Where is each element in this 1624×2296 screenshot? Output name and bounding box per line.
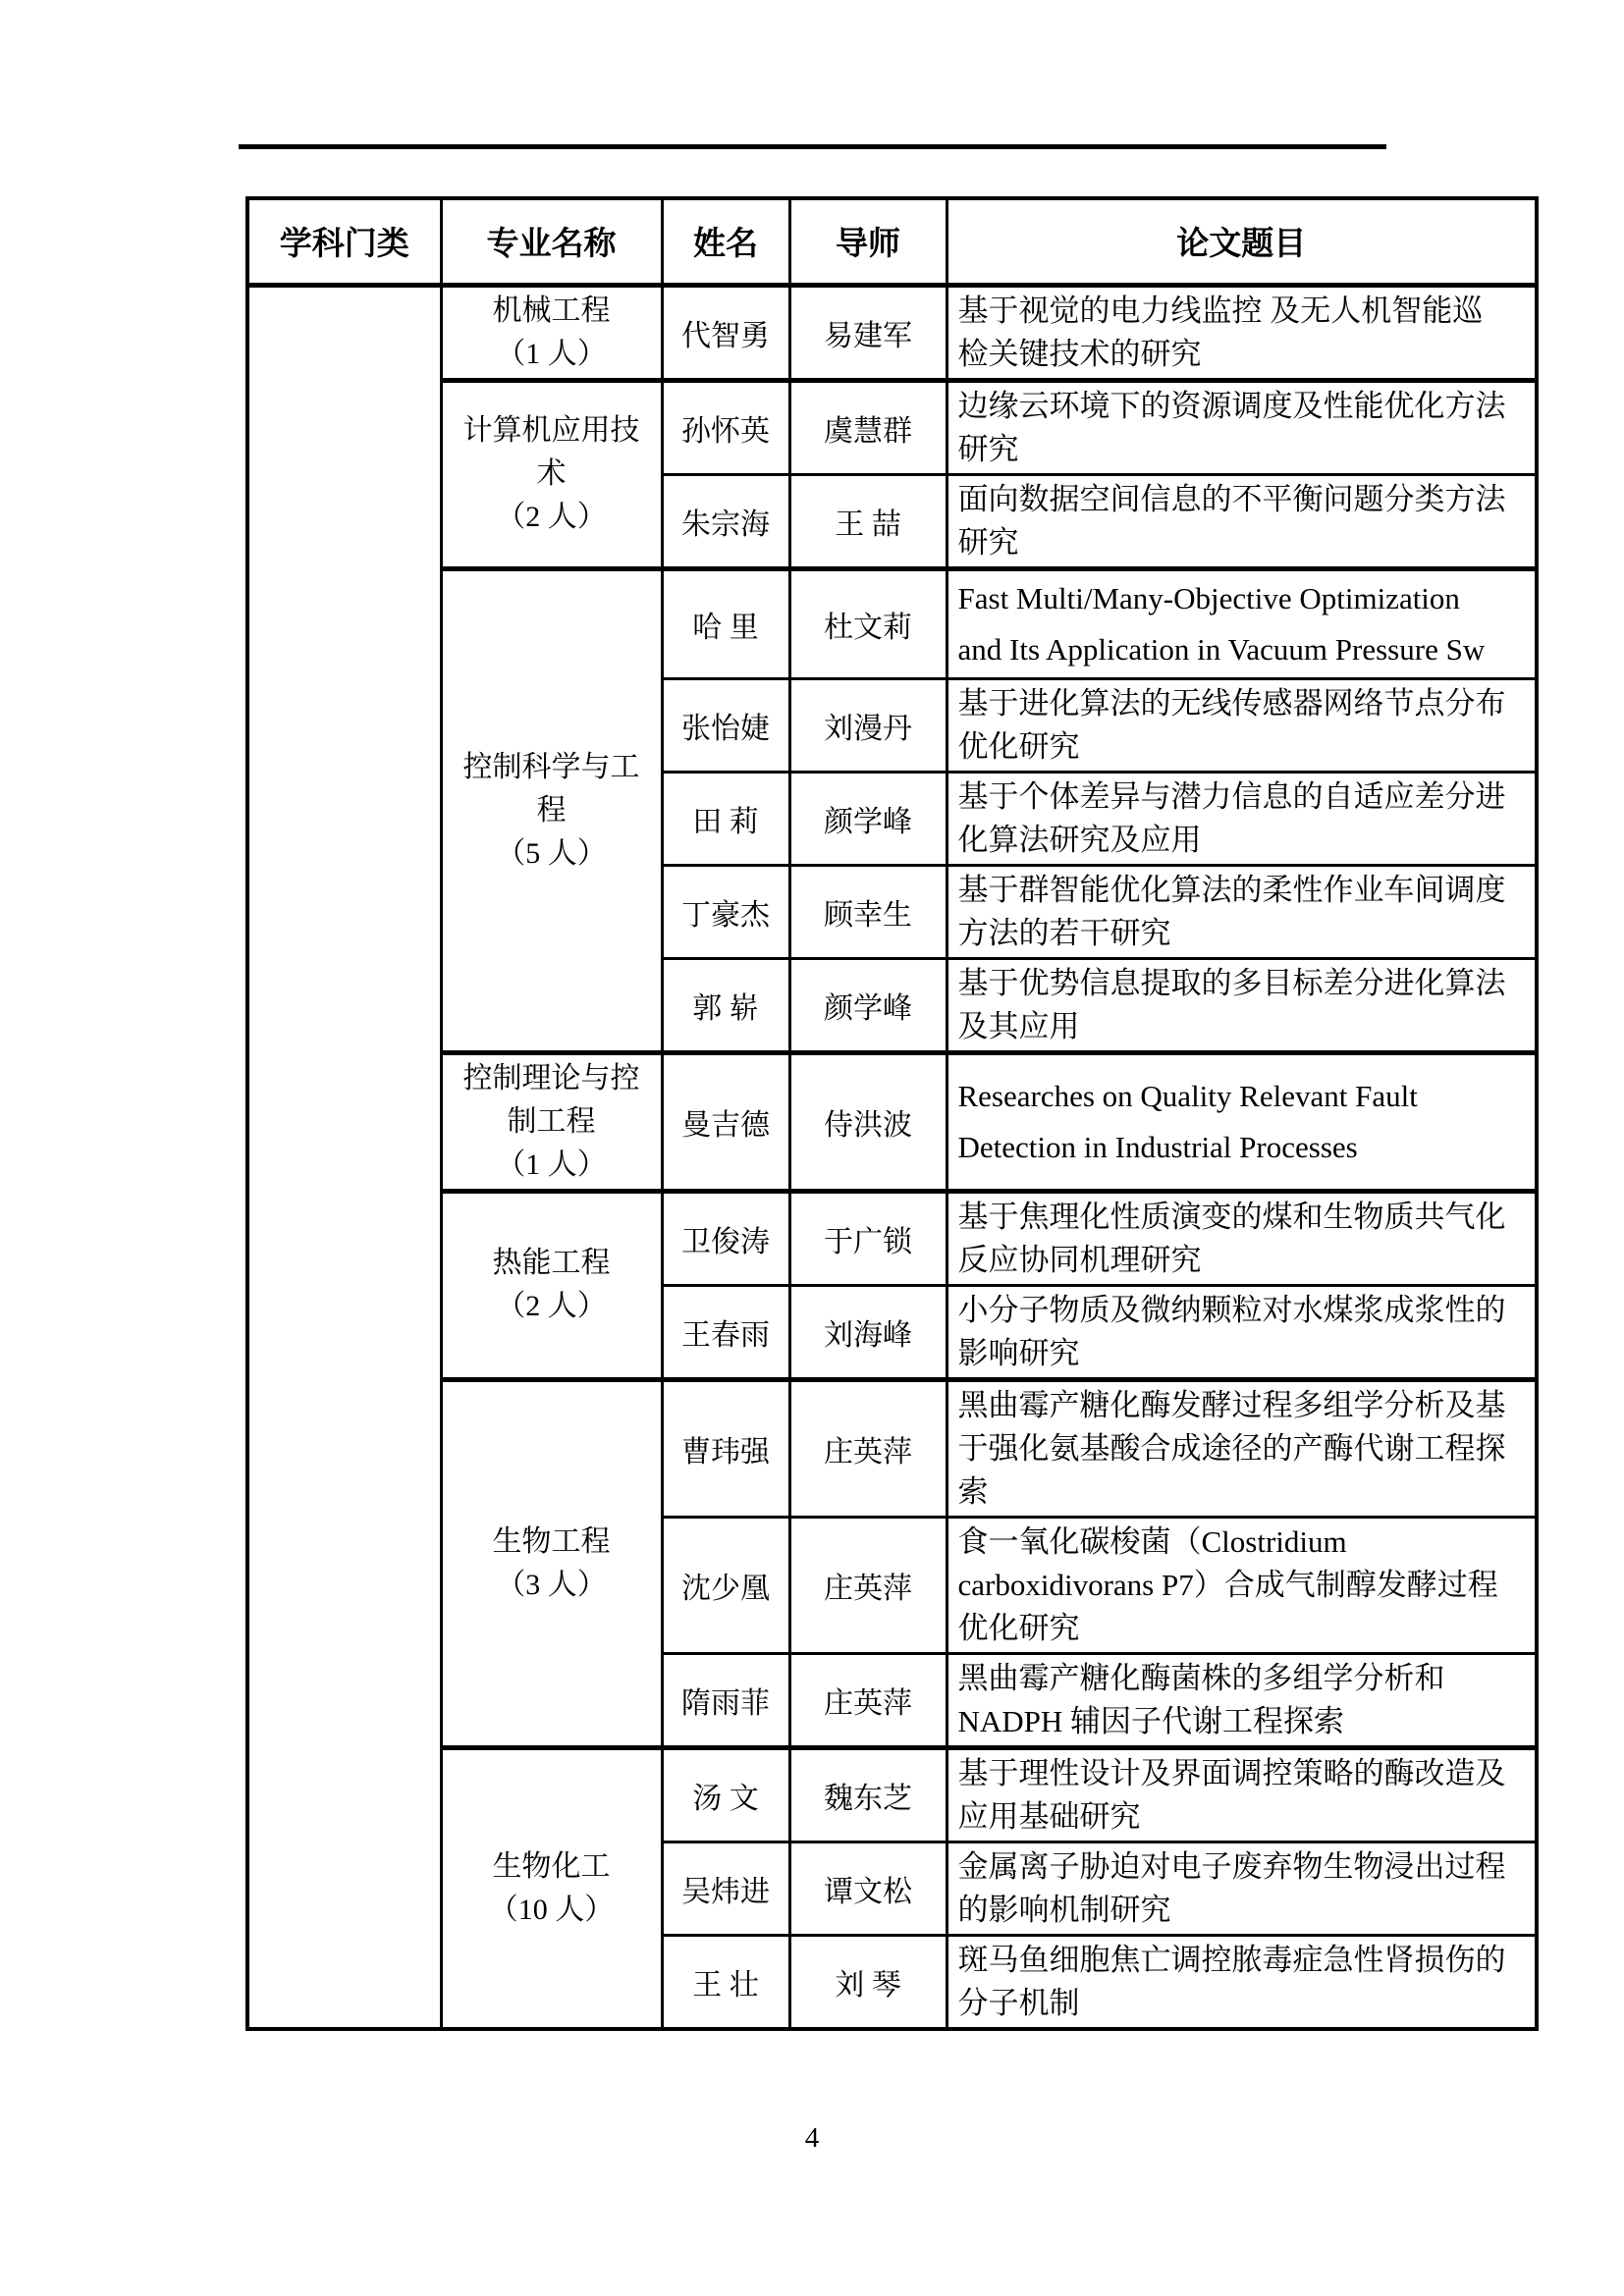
student-name-cell: 郭 崭 xyxy=(662,958,789,1052)
major-name: 机械工程 xyxy=(492,294,611,327)
student-name-cell: 曹玮强 xyxy=(662,1379,789,1517)
student-name-cell: 田 莉 xyxy=(662,772,789,865)
header-thesis-title: 论文题目 xyxy=(947,198,1537,285)
student-name-cell: 孙怀英 xyxy=(662,380,789,474)
major-count: （1 人） xyxy=(496,337,607,370)
advisor-cell: 刘漫丹 xyxy=(789,678,947,772)
major-cell xyxy=(441,380,662,568)
advisor-cell: 易建军 xyxy=(789,285,947,380)
header-student-name: 姓名 xyxy=(662,198,789,285)
student-name-cell: 沈少凰 xyxy=(662,1517,789,1653)
table-row xyxy=(247,380,1537,474)
major-cell xyxy=(441,1052,662,1191)
student-name-cell: 朱宗海 xyxy=(662,474,789,568)
thesis-title-cell: 边缘云环境下的资源调度及性能优化方法研究 xyxy=(947,380,1537,474)
header-subject-category: 学科门类 xyxy=(247,198,441,285)
student-name-cell: 隋雨菲 xyxy=(662,1653,789,1747)
thesis-title-cell: 基于进化算法的无线传感器网络节点分布优化研究 xyxy=(947,678,1537,772)
advisor-cell: 王 喆 xyxy=(789,474,947,568)
student-name-cell: 张怡婕 xyxy=(662,678,789,772)
major-name: 生物工程 xyxy=(492,1524,611,1558)
major-name: 热能工程 xyxy=(492,1247,611,1279)
advisor-cell: 虞慧群 xyxy=(789,380,947,474)
thesis-title-cell: 金属离子胁迫对电子废弃物生物浸出过程的影响机制研究 xyxy=(947,1842,1537,1935)
table-header-row xyxy=(247,198,1537,285)
advisor-cell: 庄英萍 xyxy=(789,1517,947,1653)
advisor-cell: 杜文莉 xyxy=(789,568,947,678)
advisor-cell: 魏东芝 xyxy=(789,1747,947,1842)
page-number: 4 xyxy=(804,2122,820,2154)
graduate-thesis-table xyxy=(245,196,1539,2031)
thesis-title-cell: 小分子物质及微纳颗粒对水煤浆成浆性的影响研究 xyxy=(947,1285,1537,1379)
major-name: 控制理论与控制工程 xyxy=(462,1061,640,1138)
thesis-title-cell: 食一氧化碳梭菌（Clostridium carboxidivorans P7）合成气制醇发酵过程优化研究 xyxy=(947,1517,1537,1653)
thesis-title-cell: Researches on Quality Relevant Fault Detection in Industrial Processes xyxy=(947,1052,1537,1191)
thesis-title-cell: 黑曲霉产糖化酶菌株的多组学分析和 NADPH 辅因子代谢工程探索 xyxy=(947,1653,1537,1747)
table-row xyxy=(247,1052,1537,1191)
thesis-title-cell: 基于理性设计及界面调控策略的酶改造及应用基础研究 xyxy=(947,1747,1537,1842)
advisor-cell: 谭文松 xyxy=(789,1842,947,1935)
major-count: （5 人） xyxy=(496,836,607,870)
major-count: （2 人） xyxy=(496,501,607,533)
thesis-title-cell: 基于个体差异与潜力信息的自适应差分进化算法研究及应用 xyxy=(947,772,1537,865)
student-name-cell: 汤 文 xyxy=(662,1747,789,1842)
table-body xyxy=(247,285,1537,2029)
student-name-cell: 卫俊涛 xyxy=(662,1191,789,1285)
student-name-cell: 丁豪杰 xyxy=(662,865,789,958)
category-cell xyxy=(247,285,441,2029)
student-name-cell: 王 壮 xyxy=(662,1935,789,2029)
thesis-title-cell: 基于群智能优化算法的柔性作业车间调度方法的若干研究 xyxy=(947,865,1537,958)
major-count: （3 人） xyxy=(496,1568,607,1601)
table-row xyxy=(247,568,1537,678)
header-rule xyxy=(239,144,1386,149)
advisor-cell: 庄英萍 xyxy=(789,1379,947,1517)
major-count: （1 人） xyxy=(496,1148,607,1181)
thesis-title-cell: 面向数据空间信息的不平衡问题分类方法研究 xyxy=(947,474,1537,568)
major-count: （2 人） xyxy=(496,1290,607,1322)
major-name: 计算机应用技术 xyxy=(462,414,640,490)
table-row xyxy=(247,1191,1537,1285)
thesis-title-cell: 黑曲霉产糖化酶发酵过程多组学分析及基于强化氨基酸合成途径的产酶代谢工程探索 xyxy=(947,1379,1537,1517)
student-name-cell: 代智勇 xyxy=(662,285,789,380)
major-cell xyxy=(441,285,662,380)
advisor-cell: 刘海峰 xyxy=(789,1285,947,1379)
advisor-cell: 颜学峰 xyxy=(789,958,947,1052)
thesis-title-cell: 斑马鱼细胞焦亡调控脓毒症急性肾损伤的分子机制 xyxy=(947,1935,1537,2029)
major-name: 生物化工 xyxy=(492,1849,611,1883)
thesis-title-cell: 基于视觉的电力线监控 及无人机智能巡检关键技术的研究 xyxy=(947,285,1537,380)
thesis-title-cell: 基于焦理化性质演变的煤和生物质共气化反应协同机理研究 xyxy=(947,1191,1537,1285)
major-cell xyxy=(441,1379,662,1747)
student-name-cell: 吴炜进 xyxy=(662,1842,789,1935)
student-name-cell: 曼吉德 xyxy=(662,1052,789,1191)
table-row xyxy=(247,1379,1537,1517)
student-name-cell: 哈 里 xyxy=(662,568,789,678)
major-cell xyxy=(441,568,662,1052)
advisor-cell: 刘 琴 xyxy=(789,1935,947,2029)
advisor-cell: 顾幸生 xyxy=(789,865,947,958)
header-advisor: 导师 xyxy=(789,198,947,285)
advisor-cell: 侍洪波 xyxy=(789,1052,947,1191)
major-cell xyxy=(441,1191,662,1379)
thesis-title-cell: Fast Multi/Many-Objective Optimization and Its Application in Vacuum Pressure Sw xyxy=(947,568,1537,678)
advisor-cell: 于广锁 xyxy=(789,1191,947,1285)
table-row xyxy=(247,285,1537,380)
header-major-name: 专业名称 xyxy=(441,198,662,285)
advisor-cell: 庄英萍 xyxy=(789,1653,947,1747)
major-count: （10 人） xyxy=(488,1893,615,1926)
table-row xyxy=(247,1747,1537,1842)
thesis-title-cell: 基于优势信息提取的多目标差分进化算法及其应用 xyxy=(947,958,1537,1052)
student-name-cell: 王春雨 xyxy=(662,1285,789,1379)
advisor-cell: 颜学峰 xyxy=(789,772,947,865)
major-cell xyxy=(441,1747,662,2029)
major-name: 控制科学与工程 xyxy=(462,750,640,827)
